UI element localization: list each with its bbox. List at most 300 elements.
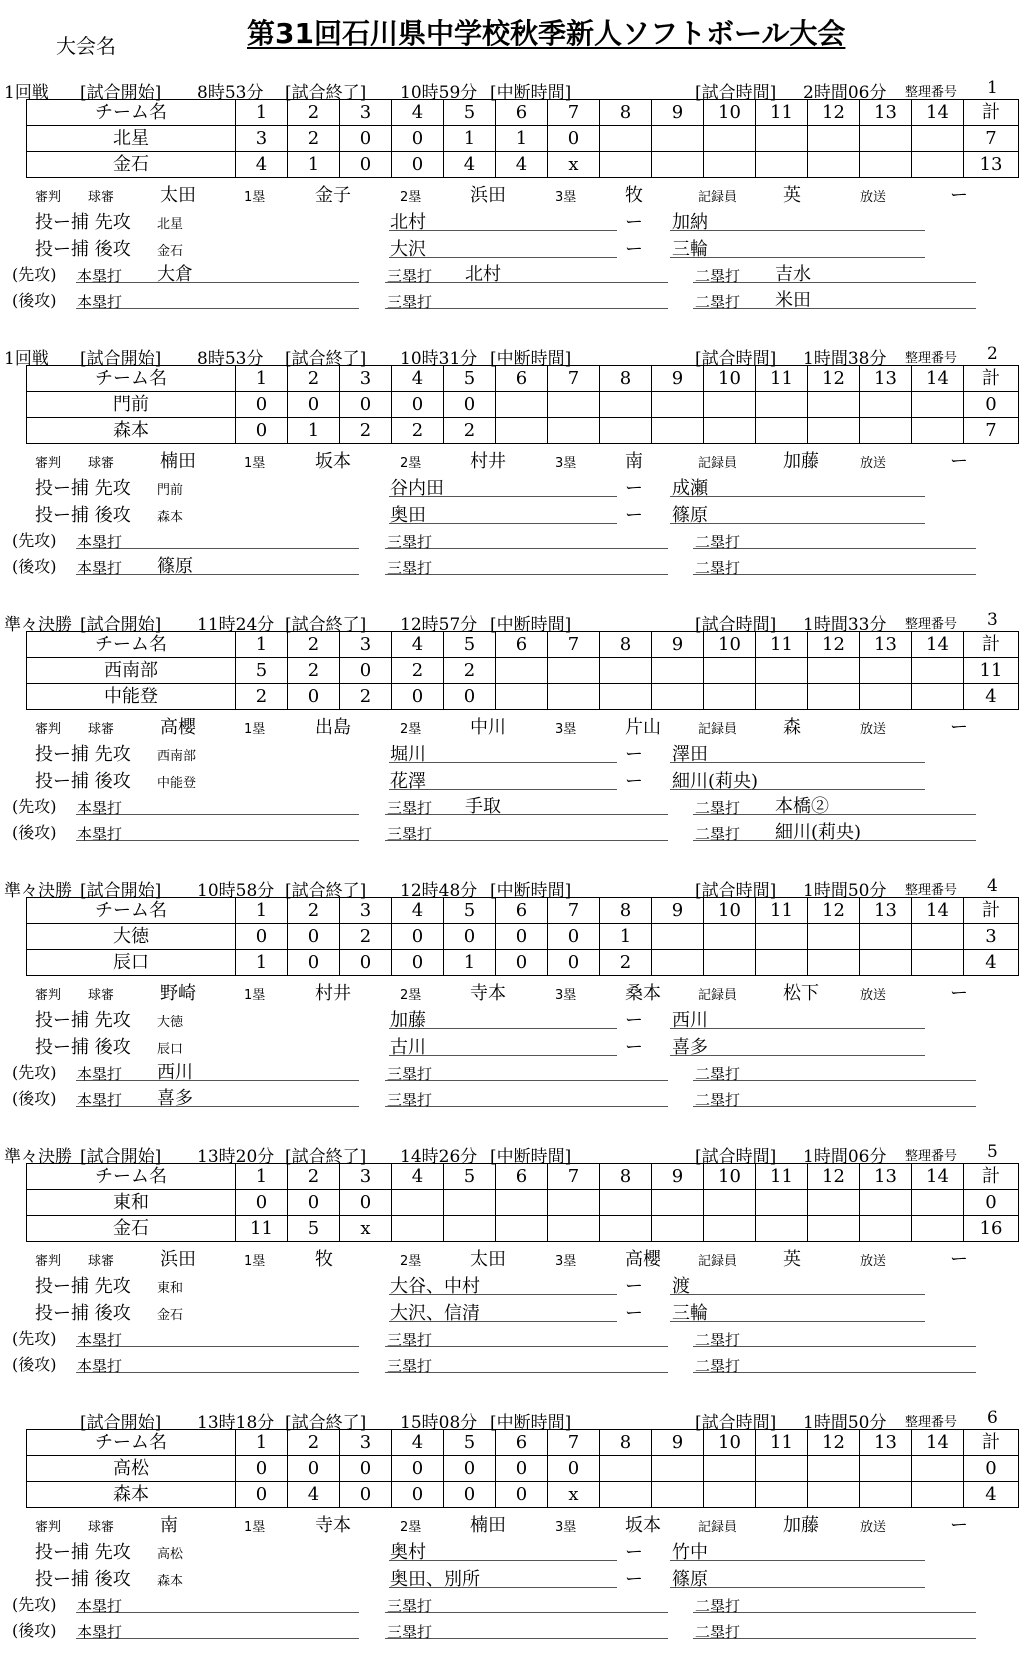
inning-score (444, 1216, 496, 1242)
team-total: 7 (964, 126, 1019, 152)
broadcast-label: 放送 (860, 722, 887, 737)
inning-header: 11 (756, 1164, 808, 1190)
inning-header: 7 (548, 1164, 600, 1190)
seq-label: 整理番号 (905, 85, 958, 100)
inning-score (808, 1190, 860, 1216)
triple-label-bottom: 三塁打 (387, 1623, 433, 1641)
inning-score (808, 924, 860, 950)
inning-score (652, 1456, 704, 1482)
double-bottom: 米田 (775, 290, 811, 311)
plate-umpire: 南 (160, 1515, 178, 1536)
inning-score (600, 126, 652, 152)
inning-header: 2 (288, 366, 340, 392)
inning-header: 5 (444, 366, 496, 392)
inning-score: 0 (236, 1482, 288, 1508)
battery-row-bottom (0, 767, 1024, 793)
triple-label-top: 三塁打 (387, 533, 433, 551)
inning-header: 6 (496, 898, 548, 924)
hits-top-label: (先攻) (12, 1595, 57, 1614)
start-time: 10時58分 (197, 881, 275, 901)
double-label-top: 二塁打 (695, 267, 741, 285)
inning-header: 2 (288, 898, 340, 924)
umpire-label: 審判 (35, 722, 62, 737)
broadcast-value: ー (950, 451, 968, 472)
inning-score (704, 1482, 756, 1508)
total-header: 計 (964, 898, 1019, 924)
start-label: [試合開始] (80, 83, 162, 103)
inning-score (600, 392, 652, 418)
battery-label-top: 投ー捕 先攻 (35, 744, 131, 765)
inning-score (496, 392, 548, 418)
inning-score: 0 (288, 924, 340, 950)
inning-score (860, 924, 912, 950)
pitcher-top: 大谷、中村 (390, 1276, 480, 1297)
inning-score: 0 (340, 1190, 392, 1216)
team-row (27, 392, 1019, 418)
team-total: 3 (964, 924, 1019, 950)
inning-score: 4 (496, 152, 548, 178)
inning-header: 2 (288, 632, 340, 658)
inning-score (756, 392, 808, 418)
inning-score: 2 (600, 950, 652, 976)
broadcast-value: ー (950, 185, 968, 206)
inning-score (652, 658, 704, 684)
duration-label: [試合時間] (695, 83, 777, 103)
third-base-label: 3塁 (555, 988, 577, 1003)
start-time: 8時53分 (197, 349, 264, 369)
battery-separator-top: ー (625, 1276, 643, 1297)
recorder-label: 記録員 (698, 722, 738, 737)
third-base-label: 3塁 (555, 722, 577, 737)
end-time: 14時26分 (400, 1147, 478, 1167)
inning-score: 0 (236, 392, 288, 418)
inning-score (808, 1216, 860, 1242)
second-base-umpire: 村井 (470, 451, 506, 472)
inning-score: 0 (392, 392, 444, 418)
inning-header: 8 (600, 1430, 652, 1456)
inning-header: 10 (704, 366, 756, 392)
score-table (26, 1163, 1019, 1242)
catcher-top: 西川 (672, 1010, 708, 1031)
inning-score: 2 (288, 126, 340, 152)
inning-score: 0 (392, 684, 444, 710)
inning-score: 1 (444, 126, 496, 152)
plate-umpire-label: 球審 (88, 988, 115, 1003)
inning-score (652, 950, 704, 976)
page-title: 第31回石川県中学校秋季新人ソフトボール大会 (247, 17, 846, 50)
team-total: 0 (964, 392, 1019, 418)
first-base-umpire: 寺本 (315, 1515, 351, 1536)
plate-umpire-label: 球審 (88, 1520, 115, 1535)
broadcast-label: 放送 (860, 190, 887, 205)
double-top: 吉水 (775, 264, 811, 285)
umpire-label: 審判 (35, 1520, 62, 1535)
inning-score (860, 1456, 912, 1482)
team-name: 大徳 (27, 924, 236, 950)
broadcast-label: 放送 (860, 988, 887, 1003)
end-time: 10時31分 (400, 349, 478, 369)
inning-score (808, 126, 860, 152)
inning-score: x (548, 1482, 600, 1508)
umpire-label: 審判 (35, 1254, 62, 1269)
broadcast-value: ー (950, 1515, 968, 1536)
inning-header: 8 (600, 632, 652, 658)
hr-label-bottom: 本塁打 (77, 1091, 123, 1109)
battery-team-top: 西南部 (157, 749, 197, 764)
hr-bottom: 喜多 (157, 1088, 193, 1109)
battery-separator-bottom: ー (625, 239, 643, 260)
inning-header: 14 (912, 632, 964, 658)
double-label-bottom: 二塁打 (695, 1357, 741, 1375)
inning-score: 0 (444, 392, 496, 418)
inning-score: 11 (236, 1216, 288, 1242)
recorder-name: 松下 (783, 983, 819, 1004)
broadcast-label: 放送 (860, 456, 887, 471)
inning-header: 13 (860, 898, 912, 924)
second-base-umpire: 寺本 (470, 983, 506, 1004)
inning-score (652, 392, 704, 418)
team-row (27, 418, 1019, 444)
hr-label-bottom: 本塁打 (77, 1357, 123, 1375)
broadcast-value: ー (950, 1249, 968, 1270)
inning-header: 8 (600, 1164, 652, 1190)
hits-row-bottom (0, 818, 1024, 844)
hr-label-top: 本塁打 (77, 799, 123, 817)
inning-score (600, 1456, 652, 1482)
recorder-name: 森 (783, 717, 801, 738)
hits-bottom-label: (後攻) (12, 823, 57, 842)
battery-team-bottom: 金石 (157, 1308, 184, 1323)
inning-header: 2 (288, 100, 340, 126)
inning-header: 2 (288, 1164, 340, 1190)
battery-team-top: 門前 (157, 483, 184, 498)
inning-score: 0 (496, 950, 548, 976)
battery-row-bottom (0, 1565, 1024, 1591)
inning-score: 1 (236, 950, 288, 976)
inning-header: 11 (756, 1430, 808, 1456)
hr-label-bottom: 本塁打 (77, 1623, 123, 1641)
battery-label-bottom: 投ー捕 後攻 (35, 239, 131, 260)
hits-row-bottom (0, 1616, 1024, 1642)
hr-label-bottom: 本塁打 (77, 559, 123, 577)
inning-header: 5 (444, 1164, 496, 1190)
battery-label-bottom: 投ー捕 後攻 (35, 505, 131, 526)
team-name: 金石 (27, 1216, 236, 1242)
inning-score: 2 (340, 418, 392, 444)
battery-row-top (0, 1006, 1024, 1032)
inning-score (860, 418, 912, 444)
team-row (27, 924, 1019, 950)
total-header: 計 (964, 1164, 1019, 1190)
battery-separator-bottom: ー (625, 1303, 643, 1324)
start-time: 13時18分 (197, 1413, 275, 1433)
inning-header: 5 (444, 632, 496, 658)
inning-score (912, 1216, 964, 1242)
score-header-row (27, 366, 1019, 392)
plate-umpire-label: 球審 (88, 190, 115, 205)
battery-separator-top: ー (625, 1542, 643, 1563)
inning-header: 7 (548, 898, 600, 924)
battery-separator-top: ー (625, 478, 643, 499)
inning-header: 1 (236, 366, 288, 392)
interrupt-label: [中断時間] (490, 881, 572, 901)
inning-header: 13 (860, 366, 912, 392)
team-row (27, 126, 1019, 152)
inning-score (860, 658, 912, 684)
team-name: 門前 (27, 392, 236, 418)
inning-header: 1 (236, 898, 288, 924)
hits-bottom-label: (後攻) (12, 291, 57, 310)
pitcher-top: 堀川 (390, 744, 426, 765)
battery-label-top: 投ー捕 先攻 (35, 478, 131, 499)
third-base-label: 3塁 (555, 456, 577, 471)
first-base-umpire: 金子 (315, 185, 351, 206)
battery-label-top: 投ー捕 先攻 (35, 212, 131, 233)
duration-value: 1時間06分 (803, 1147, 887, 1167)
end-label: [試合終了] (285, 349, 367, 369)
pitcher-top: 加藤 (390, 1010, 426, 1031)
seq-number: 4 (987, 876, 998, 896)
inning-header: 1 (236, 100, 288, 126)
triple-top: 北村 (465, 264, 501, 285)
inning-score: 0 (340, 658, 392, 684)
battery-team-bottom: 森本 (157, 1574, 184, 1589)
start-label: [試合開始] (80, 615, 162, 635)
second-base-label: 2塁 (400, 1520, 422, 1535)
inning-header: 14 (912, 898, 964, 924)
double-label-bottom: 二塁打 (695, 1623, 741, 1641)
inning-score: 0 (340, 1482, 392, 1508)
inning-header: 4 (392, 1430, 444, 1456)
battery-separator-bottom: ー (625, 1037, 643, 1058)
hits-row-top (0, 792, 1024, 818)
battery-row-top (0, 474, 1024, 500)
catcher-bottom: 篠原 (672, 505, 708, 526)
inning-score: 0 (548, 126, 600, 152)
inning-score (912, 392, 964, 418)
catcher-line-top (670, 1006, 925, 1029)
triple-label-top: 三塁打 (387, 1331, 433, 1349)
officials-row (0, 979, 1024, 1005)
seq-label: 整理番号 (905, 883, 958, 898)
team-row (27, 1216, 1019, 1242)
inning-score (496, 684, 548, 710)
start-label: [試合開始] (80, 1147, 162, 1167)
catcher-line-top (670, 1272, 925, 1295)
hr-label-top: 本塁打 (77, 533, 123, 551)
first-base-label: 1塁 (244, 456, 266, 471)
umpire-label: 審判 (35, 456, 62, 471)
inning-score (704, 152, 756, 178)
duration-value: 1時間50分 (803, 1413, 887, 1433)
hits-bottom-label: (後攻) (12, 1355, 57, 1374)
game-block (0, 344, 1024, 604)
score-header-row (27, 632, 1019, 658)
second-base-umpire: 楠田 (470, 1515, 506, 1536)
catcher-line-top (670, 1538, 925, 1561)
inning-score (392, 1190, 444, 1216)
inning-score (860, 1190, 912, 1216)
pitcher-bottom: 奥田 (390, 505, 426, 526)
inning-score: 0 (340, 950, 392, 976)
double-bottom: 細川(莉央) (775, 822, 862, 843)
inning-header: 14 (912, 100, 964, 126)
inning-header: 13 (860, 1430, 912, 1456)
inning-header: 6 (496, 366, 548, 392)
inning-score: 0 (392, 950, 444, 976)
score-header-row (27, 1430, 1019, 1456)
inning-score: x (340, 1216, 392, 1242)
game-block (0, 610, 1024, 870)
team-name-header: チーム名 (27, 100, 236, 126)
seq-number: 6 (987, 1408, 998, 1428)
team-name: 東和 (27, 1190, 236, 1216)
seq-label: 整理番号 (905, 351, 958, 366)
inning-score: 0 (496, 924, 548, 950)
team-total: 0 (964, 1190, 1019, 1216)
inning-score (548, 658, 600, 684)
start-time: 8時53分 (197, 83, 264, 103)
inning-score: 0 (496, 1482, 548, 1508)
plate-umpire-label: 球審 (88, 456, 115, 471)
inning-score: 1 (288, 418, 340, 444)
inning-score (496, 1216, 548, 1242)
third-base-umpire: 片山 (625, 717, 661, 738)
team-total: 4 (964, 950, 1019, 976)
double-label-top: 二塁打 (695, 1331, 741, 1349)
score-header-row (27, 1164, 1019, 1190)
officials-row (0, 713, 1024, 739)
inning-header: 5 (444, 898, 496, 924)
inning-score (704, 392, 756, 418)
end-label: [試合終了] (285, 615, 367, 635)
inning-score (548, 1190, 600, 1216)
inning-header: 10 (704, 100, 756, 126)
battery-team-top: 北星 (157, 217, 184, 232)
inning-header: 12 (808, 1164, 860, 1190)
team-row (27, 950, 1019, 976)
seq-number: 1 (987, 78, 998, 98)
inning-header: 8 (600, 366, 652, 392)
inning-score (808, 152, 860, 178)
round-label: 準々決勝 (4, 615, 72, 635)
inning-score (860, 126, 912, 152)
team-name: 北星 (27, 126, 236, 152)
third-base-label: 3塁 (555, 1254, 577, 1269)
inning-score (808, 392, 860, 418)
team-row (27, 1482, 1019, 1508)
total-header: 計 (964, 100, 1019, 126)
inning-score (444, 1190, 496, 1216)
hits-row-bottom (0, 552, 1024, 578)
inning-score: 0 (548, 924, 600, 950)
inning-score: 5 (288, 1216, 340, 1242)
inning-header: 12 (808, 366, 860, 392)
inning-score: 1 (600, 924, 652, 950)
battery-label-bottom: 投ー捕 後攻 (35, 1303, 131, 1324)
first-base-umpire: 坂本 (315, 451, 351, 472)
inning-score (704, 1216, 756, 1242)
inning-score (912, 126, 964, 152)
second-base-umpire: 太田 (470, 1249, 506, 1270)
duration-label: [試合時間] (695, 1413, 777, 1433)
score-table (26, 1429, 1019, 1508)
total-header: 計 (964, 366, 1019, 392)
battery-team-top: 大徳 (157, 1015, 184, 1030)
end-label: [試合終了] (285, 1147, 367, 1167)
inning-score (808, 1456, 860, 1482)
second-base-umpire: 浜田 (470, 185, 506, 206)
triple-label-bottom: 三塁打 (387, 825, 433, 843)
end-label: [試合終了] (285, 1413, 367, 1433)
inning-score (912, 418, 964, 444)
inning-header: 3 (340, 632, 392, 658)
inning-score: 0 (288, 392, 340, 418)
first-base-label: 1塁 (244, 1520, 266, 1535)
third-base-umpire: 高櫻 (625, 1249, 661, 1270)
team-name-header: チーム名 (27, 366, 236, 392)
battery-row-top (0, 1538, 1024, 1564)
third-base-umpire: 牧 (625, 185, 643, 206)
inning-score: 0 (236, 418, 288, 444)
inning-score: 2 (392, 658, 444, 684)
battery-row-top (0, 1272, 1024, 1298)
triple-label-bottom: 三塁打 (387, 1357, 433, 1375)
catcher-top: 成瀬 (672, 478, 708, 499)
inning-score (600, 418, 652, 444)
inning-score (652, 1216, 704, 1242)
hits-row-bottom (0, 1084, 1024, 1110)
third-base-umpire: 南 (625, 451, 643, 472)
duration-label: [試合時間] (695, 1147, 777, 1167)
hits-row-top (0, 1324, 1024, 1350)
inning-score (704, 126, 756, 152)
inning-header: 3 (340, 898, 392, 924)
inning-score (808, 1482, 860, 1508)
battery-row-bottom (0, 501, 1024, 527)
inning-score: 0 (392, 1482, 444, 1508)
inning-score: 2 (236, 684, 288, 710)
catcher-top: 渡 (672, 1276, 690, 1297)
catcher-bottom: 細川(莉央) (672, 771, 759, 792)
inning-header: 11 (756, 366, 808, 392)
inning-header: 12 (808, 632, 860, 658)
inning-score: 0 (340, 1456, 392, 1482)
inning-header: 6 (496, 100, 548, 126)
inning-score: 4 (288, 1482, 340, 1508)
officials-row (0, 1511, 1024, 1537)
broadcast-label: 放送 (860, 1520, 887, 1535)
inning-score (548, 392, 600, 418)
inning-header: 13 (860, 632, 912, 658)
pitcher-top: 北村 (390, 212, 426, 233)
inning-score (496, 418, 548, 444)
duration-label: [試合時間] (695, 615, 777, 635)
catcher-line-top (670, 740, 925, 763)
inning-score (548, 418, 600, 444)
inning-score: 0 (392, 126, 444, 152)
inning-header: 4 (392, 1164, 444, 1190)
inning-score (496, 658, 548, 684)
inning-score: 0 (444, 684, 496, 710)
inning-score (600, 684, 652, 710)
battery-label-bottom: 投ー捕 後攻 (35, 1037, 131, 1058)
first-base-label: 1塁 (244, 1254, 266, 1269)
umpire-label: 審判 (35, 988, 62, 1003)
score-table (26, 99, 1019, 178)
inning-header: 10 (704, 1430, 756, 1456)
inning-score: 2 (392, 418, 444, 444)
